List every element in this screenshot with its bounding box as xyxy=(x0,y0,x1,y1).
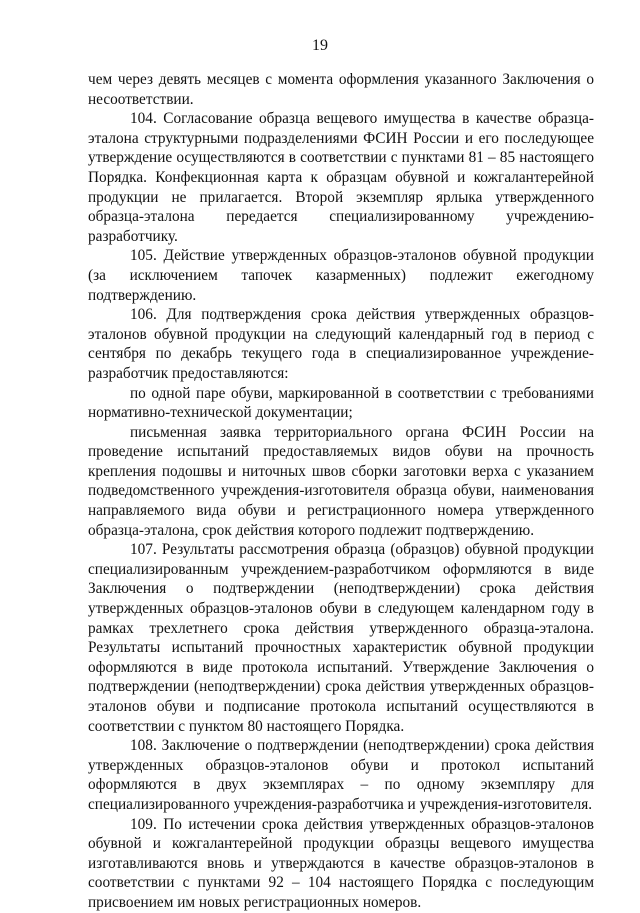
paragraph-108: 108. Заключение о подтверждении (неподтверждении) срока действия утвержденных образцов-эталонов обуви и протокол испытаний оформляются в двух экземплярах – по одному экземпляру для специализированного учреждения-разработчика и учреждения-изготовителя. xyxy=(88,737,594,813)
page-number: 19 xyxy=(312,37,328,54)
paragraph-106: 106. Для подтверждения срока действия утвержденных образцов-эталонов обувной продукции на следующий календарный год в период с сентября по декабрь текущего года в специализированное учреждение-разработчик предоставляются: xyxy=(88,306,594,382)
paragraph-106-item-1: по одной паре обуви, маркированной в соответствии с требованиями нормативно-технической документации; xyxy=(88,384,594,422)
document-body xyxy=(88,70,594,913)
paragraph-continuation: чем через девять месяцев с момента оформления указанного Заключения о несоответствии. xyxy=(88,71,594,108)
paragraph-109: 109. По истечении срока действия утвержденных образцов-эталонов обувной и кожгалантерейной продукции образцы вещевого имущества изготавливаются вновь и утверждаются в качестве образцов-эталонов в соответствии с пунктами 92 – 104 настоящего Порядка с последующим присвоением им новых регистрационных номеров. xyxy=(88,815,594,911)
paragraph-104: 104. Согласование образца вещевого имущества в качестве образца-эталона структурными подразделениями ФСИН России и его последующее утверждение осуществляются в соответствии с пунктами 81 – 85 настоящего Порядка. Конфекционная карта к образцам обувной и кожгалантерейной продукции не прилагается. Второй экземпляр ярлыка утвержденного образца-эталона передается специализированному учреждению-разработчику. xyxy=(88,110,594,245)
paragraph-105: 105. Действие утвержденных образцов-эталонов обувной продукции (за исключением тапочек казарменных) подлежит ежегодному подтверждению. xyxy=(88,247,594,304)
paragraph-107: 107. Результаты рассмотрения образца (образцов) обувной продукции специализированным учреждением-разработчиком оформляются в виде Заключения о подтверждении (неподтверждении) срока действия утвержденных образцов-эталонов обуви в следующем календарном году в рамках трехлетнего срока действия утвержденного образца-эталона. Результаты испытаний прочностных характеристик обувной продукции оформляются в виде протокола испытаний. Утверждение Заключения о подтверждении (неподтверждении) срока действия утвержденных образцов-эталонов обуви и подписание протокола испытаний осуществляются в соответствии с пунктом 80 настоящего Порядка. xyxy=(88,541,594,735)
paragraph-106-item-2: письменная заявка территориального органа ФСИН России на проведение испытаний предоставляемых видов обуви на прочность крепления подошвы и ниточных швов сборки заготовки верха с указанием подведомственного учреждения-изготовителя образца обуви, наименования направляемого вида обуви и регистрационного номера утвержденного образца-эталона, срок действия которого подлежит подтверждению. xyxy=(88,423,594,539)
